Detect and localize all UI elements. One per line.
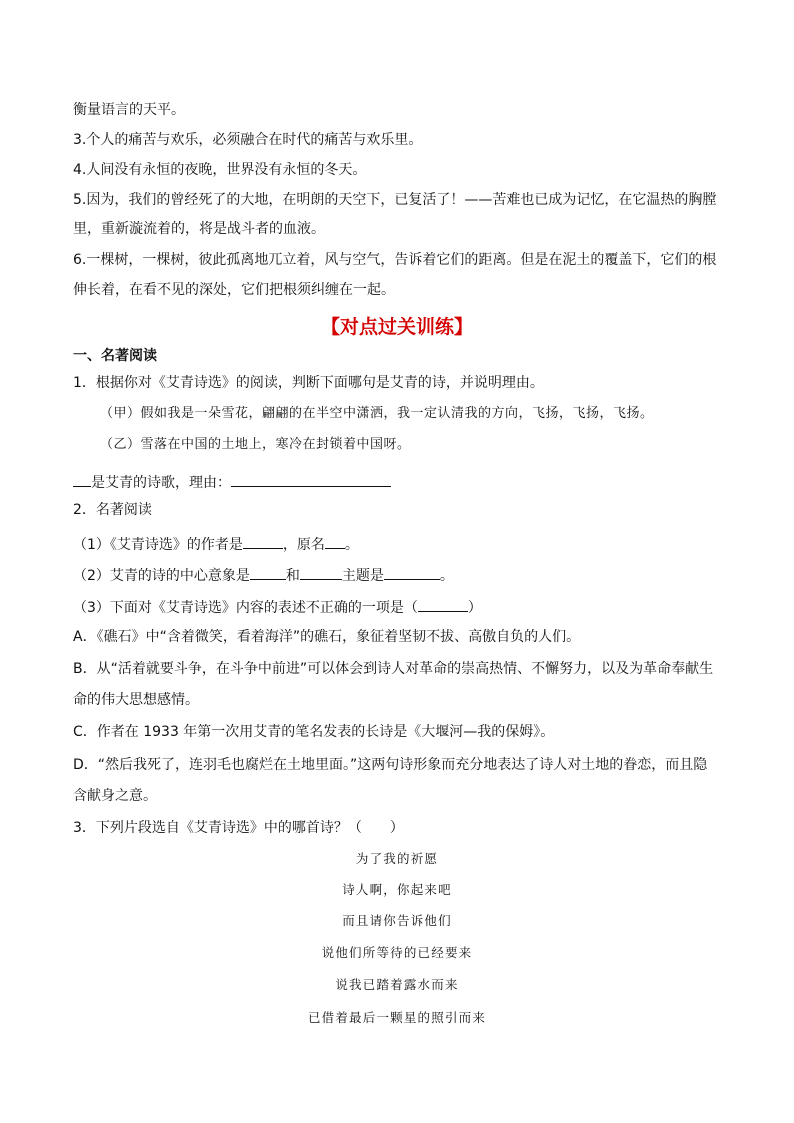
quote-item-3: 3.个人的痛苦与欢乐，必须融合在时代的痛苦与欢乐里。: [73, 132, 423, 148]
image-blank-1[interactable]: [250, 563, 286, 580]
question-1-stem: 1．根据你对《艾青诗选》的阅读，判断下面哪句是艾青的诗，并说明理由。: [73, 375, 544, 391]
poem-line: 诗人啊，你起来吧: [342, 882, 452, 897]
option-b-line2: 命的伟大思想感情。: [73, 692, 199, 708]
choice-blank[interactable]: [418, 595, 468, 612]
section-title: 【对点过关训练】: [320, 316, 473, 338]
question-1-option-jia: （甲）假如我是一朵雪花，翩翩的在半空中潇洒，我一定认清我的方向，飞扬，飞扬，飞扬。: [100, 406, 654, 421]
theme-blank[interactable]: [384, 563, 440, 580]
quote-item-6-line1: 6.一棵树，一棵树，彼此孤离地兀立着，风与空气，告诉着它们的距离。但是在泥土的覆盖下，它们的根: [73, 252, 717, 268]
quote-item-4: 4.人间没有永恒的夜晚，世界没有永恒的冬天。: [73, 162, 367, 178]
text-line: 衡量语言的天平。: [73, 102, 185, 118]
option-c: C．作者在 1933 年第一次用艾青的笔名发表的长诗是《大堰河—我的保姆》。: [73, 724, 555, 740]
quote-item-6-line2: 伸长着，在看不见的深处，它们把根须纠缠在一起。: [73, 282, 395, 298]
question-3-stem: 3．下列片段选自《艾青诗选》中的哪首诗？（ ）: [73, 820, 404, 836]
poem-line: 而且请你告诉他们: [342, 913, 452, 928]
question-2-sub-2: （2）艾青的诗的中心意象是 和 主题是 。: [73, 563, 454, 586]
option-d-line2: 含献身之意。: [73, 788, 157, 804]
question-1-answer-line: 是艾青的诗歌，理由：: [73, 470, 391, 493]
poem-line: 说我已踏着露水而来: [335, 977, 459, 992]
poem-line: 说他们所等待的已经要来: [321, 945, 473, 960]
question-2-sub-3: （3）下面对《艾青诗选》内容的表述不正确的一项是（ ）: [73, 595, 482, 618]
poem-line: 为了我的祈愿: [355, 851, 439, 866]
author-blank[interactable]: [243, 532, 283, 549]
quote-item-5-line1: 5.因为，我们的曾经死了的大地，在明朗的天空下，已复活了！——苦难也已成为记忆，在它温热的胸膛: [73, 192, 717, 208]
quote-item-5-line2: 里，重新漩流着的，将是战斗者的血液。: [73, 221, 325, 237]
option-d-line1: D．“然后我死了，连羽毛也腐烂在土地里面。”这两句诗形象而充分地表达了诗人对土地的眷恋，而且隐: [73, 757, 708, 773]
question-2-stem: 2．名著阅读: [73, 502, 152, 518]
poem-line: 已借着最后一颗星的照引而来: [307, 1010, 487, 1025]
question-1-option-yi: （乙）雪落在中国的土地上，寒冷在封锁着中国呀。: [100, 437, 411, 452]
reason-blank[interactable]: [231, 470, 391, 487]
original-name-blank[interactable]: [325, 532, 345, 549]
answer-blank[interactable]: [73, 470, 91, 487]
question-2-sub-1: （1）《艾青诗选》的作者是 ，原名 。: [73, 532, 359, 555]
image-blank-2[interactable]: [300, 563, 342, 580]
option-a: A．《礁石》中“含着微笑，看着海洋”的礁石，象征着坚韧不拔、高傲自负的人们。: [73, 629, 581, 645]
part-heading: 一、名著阅读: [73, 348, 157, 364]
option-b-line1: B．从“活着就要斗争，在斗争中前进”可以体会到诗人对革命的崇高热情、不懈努力，以及为革命奉献生: [73, 661, 714, 677]
